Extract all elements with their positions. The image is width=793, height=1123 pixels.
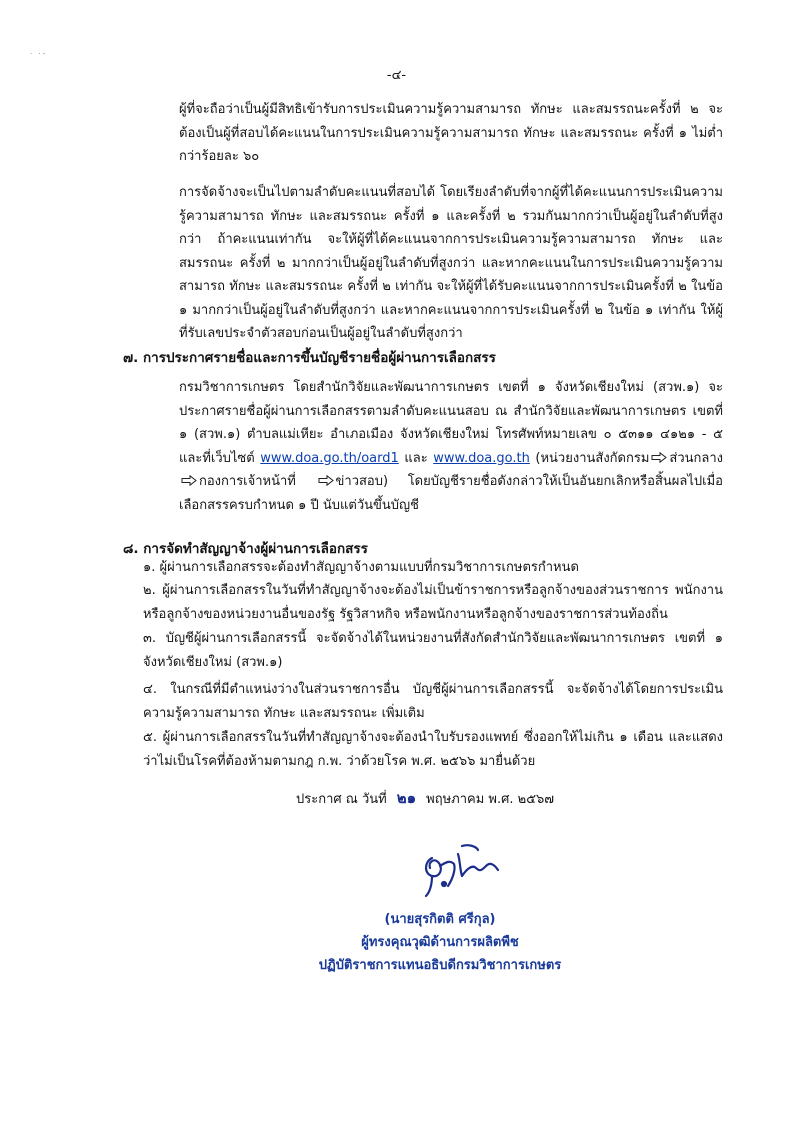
section-8-heading: ๘. การจัดทำสัญญาจ้างผู้ผ่านการเลือกสรร	[123, 541, 368, 557]
paragraph-eligibility: ผู้ที่จะถือว่าเป็นผู้มีสิทธิเข้ารับการประเมินความรู้ความสามารถ ทักษะ และสมรรถนะครั้งที่ ๒ จะต้องเป็นผู้ที่สอบได้คะแนนในการประเมินความรู้ความสามารถ ทักษะ และสมรรถนะ ครั้งที่ ๑ ไม่ต่ำกว่าร้อยละ ๖๐	[179, 102, 723, 164]
paragraph-ranking: การจัดจ้างจะเป็นไปตามลำดับคะแนนที่สอบได้ โดยเรียงลำดับที่จากผู้ที่ได้คะแนนการประเมินความรู้ความสามารถ ทักษะ และสมรรถนะ ครั้งที่ ๑ และครั้งที่ ๒ รวมกันมากกว่าเป็นผู้อยู่ในลำดับที่สูงกว่า ถ้าคะแนนเท่ากัน จะให้ผู้ที่ได้คะแนนจากการประเมินความรู้ความสามารถ ทักษะ และสมรรถนะ ครั้งที่ ๒ มากกว่าเป็นผู้อยู่ในลำดับที่สูงกว่า และหากคะแนนในการประเมินความรู้ความสามารถ ทักษะ และสมรรถนะ ครั้งที่ ๒ เท่ากัน จะให้ผู้ที่ได้รับคะแนนจากการประเมินครั้งที่ ๒ ในข้อ ๑ มากกว่าเป็นผู้อยู่ในลำดับที่สูงกว่า และหากคะแนนจากการประเมินครั้งที่ ๒ ในข้อ ๑ เท่ากัน ให้ผู้ที่รับเลขประจำตัวสอบก่อนเป็นผู้อยู่ในลำดับที่สูงกว่า	[179, 185, 723, 341]
signatory-acting: ปฏิบัติราชการแทนอธิบดีกรมวิชาการเกษตร	[318, 958, 562, 973]
section-7-body: กรมวิชาการเกษตร โดยสำนักวิจัยและพัฒนาการเกษตร เขตที่ ๑ จังหวัดเชียงใหม่ (สวพ.๑) จะประกาศรายชื่อผู้ผ่านการเลือกสรรตามลำดับคะแนนสอบ ณ สำนักวิจัยและพัฒนาการเกษตร เขตที่ ๑ (สวพ.๑) ตำบลแม่เหียะ อำเภอเมือง จังหวัดเชียงใหม่ โทรศัพท์หมายเลข ๐ ๕๓๑๑ ๔๑๒๑ - ๕ และที่เว็บไซต์ www.doa.go.th/oard1 และ www.doa.go.th (หน่วยงานสังกัดกรม ส่วนกลางกองการเจ้าหน้าที่ ข่าวสอบ) โดยบัญชีรายชื่อดังกล่าวให้เป็นอันยกเลิกหรือสิ้นผลไปเมื่อเลือกสรรครบกำหนด ๑ ปี นับแต่วันขึ้นบัญชี	[179, 380, 724, 513]
scan-specks: · ·‑	[30, 50, 48, 58]
section-8-item-2: ๒. ผู้ผ่านการเลือกสรรในวันที่ทำสัญญาจ้างจะต้องไม่เป็นข้าราชการหรือลูกจ้างของส่วนราชการ พนักงานหรือลูกจ้างของหน่วยงานอื่นของรัฐ รัฐวิสาหกิจ หรือพนักงานหรือลูกจ้างของราชการส่วนท้องถิ่น	[143, 583, 723, 622]
section-8-item-3: ๓. บัญชีผู้ผ่านการเลือกสรรนี้ จะจัดจ้างได้ในหน่วยงานที่สังกัดสำนักวิจัยและพัฒนาการเกษตร เขตที่ ๑ จังหวัดเชียงใหม่ (สวพ.๑)	[143, 631, 723, 670]
handwritten-signature	[418, 840, 508, 902]
announcement-day: ๒๑	[396, 789, 417, 807]
section-8-item-4: ๔. ในกรณีที่มีตำแหน่งว่างในส่วนราชการอื่น บัญชีผู้ผ่านการเลือกสรรนี้ จะจัดจ้างได้โดยการประเมินความรู้ความสามารถ ทักษะ และสมรรถนะ เพิ่มเติม	[143, 682, 723, 721]
section-8-item-1: ๑. ผู้ผ่านการเลือกสรรจะต้องทำสัญญาจ้างตามแบบที่กรมวิชาการเกษตรกำหนด	[143, 560, 579, 575]
doa-link[interactable]: www.doa.go.th	[433, 450, 530, 466]
arrow-right-icon	[181, 475, 197, 486]
section-7-heading: ๗. การประกาศรายชื่อและการขึ้นบัญชีรายชื่อผู้ผ่านการเลือกสรร	[123, 350, 496, 366]
announcement-date: ประกาศ ณ วันที่ ๒๑ พฤษภาคม พ.ศ. ๒๕๖๗	[296, 789, 555, 807]
signatory-position: ผู้ทรงคุณวุฒิด้านการผลิตพืช	[361, 935, 519, 950]
signatory-name: (นายสุรกิตติ ศรีกุล)	[384, 912, 496, 927]
section-8-item-5: ๕. ผู้ผ่านการเลือกสรรในวันที่ทำสัญญาจ้างจะต้องนำใบรับรองแพทย์ ซึ่งออกให้ไม่เกิน ๑ เดือน และแสดงว่าไม่เป็นโรคที่ต้องห้ามตามกฎ ก.พ. ว่าด้วยโรค พ.ศ. ๒๕๖๖ มายื่นด้วย	[143, 730, 723, 769]
arrow-right-icon	[318, 475, 334, 486]
oard1-link[interactable]: www.doa.go.th/oard1	[260, 450, 399, 466]
signatory-block	[300, 908, 580, 977]
page-number: -๔-	[386, 68, 407, 83]
arrow-right-icon	[651, 452, 667, 463]
